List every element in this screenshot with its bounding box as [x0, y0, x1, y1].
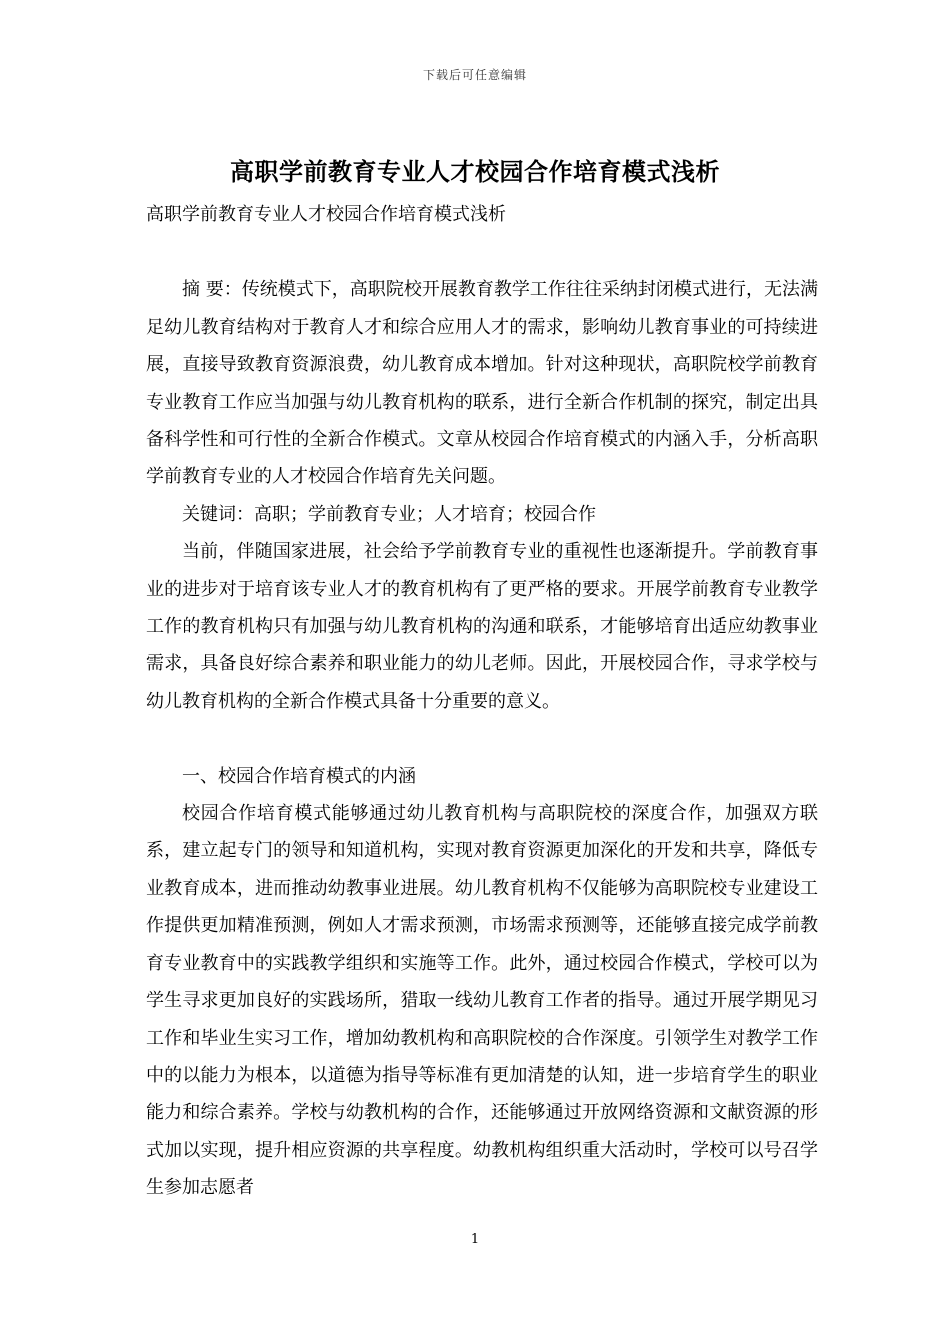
intro-paragraph: 当前，伴随国家进展，社会给予学前教育专业的重视性也逐渐提升。学前教育事业的进步对于培育该专业人才的教育机构有了更严格的要求。开展学前教育专业教学工作的教育机构只有加强与幼儿教育机构的沟通和联系，才能够培育出适应幼教事业需求，具备良好综合素养和职业能力的幼儿老师。因此，开展校园合作，寻求学校与幼儿教育机构的全新合作模式具备十分重要的意义。 [146, 541, 818, 712]
page-number: 1 [470, 1232, 480, 1247]
blank-line [146, 720, 818, 757]
keywords-line: 关键词：高职；学前教育专业；人才培育；校园合作 [182, 503, 596, 525]
header-note: 下载后可任意编辑 [422, 68, 527, 82]
section-paragraph: 校园合作培育模式能够通过幼儿教育机构与高职院校的深度合作，加强双方联系，建立起专门的领导和知道机构，实现对教育资源更加深化的开发和共享，降低专业教育成本，进而推动幼教事业进展。幼儿教育机构不仅能够为高职院校专业建设工作提供更加精准预测，例如人才需求预测，市场需求预测等，还能够直接完成学前教育专业教育中的实践教学组织和实施等工作。此外，通过校园合作模式，学校可以为学生寻求更加良好的实践场所，猎取一线幼儿教育工作者的指导。通过开展学期见习工作和毕业生实习工作，增加幼教机构和高职院校的合作深度。引领学生对教学工作中的以能力为根本，以道德为指导等标准有更加清楚的认知，进一步培育学生的职业能力和综合素养。学校与幼教机构的合作，还能够通过开放网络资源和文献资源的形式加以实现，提升相应资源的共享程度。幼教机构组织重大活动时，学校可以号召学生参加志愿者 [146, 803, 818, 1199]
document-subtitle: 高职学前教育专业人才校园合作培育模式浅析 [146, 204, 506, 225]
document-title: 高职学前教育专业人才校园合作培育模式浅析 [230, 157, 720, 186]
blank-line [146, 233, 818, 271]
section-heading: 一、校园合作培育模式的内涵 [182, 765, 416, 787]
document-body [146, 196, 818, 1207]
abstract-paragraph: 摘 要：传统模式下，高职院校开展教育教学工作往往采纳封闭模式进行，无法满足幼儿教育结构对于教育人才和综合应用人才的需求，影响幼儿教育事业的可持续进展，直接导致教育资源浪费，幼儿教育成本增加。针对这种现状，高职院校学前教育专业教育工作应当加强与幼儿教育机构的联系，进行全新合作机制的探究，制定出具备科学性和可行性的全新合作模式。文章从校园合作培育模式的内涵入手，分析高职学前教育专业的人才校园合作培育先关问题。 [146, 279, 818, 488]
